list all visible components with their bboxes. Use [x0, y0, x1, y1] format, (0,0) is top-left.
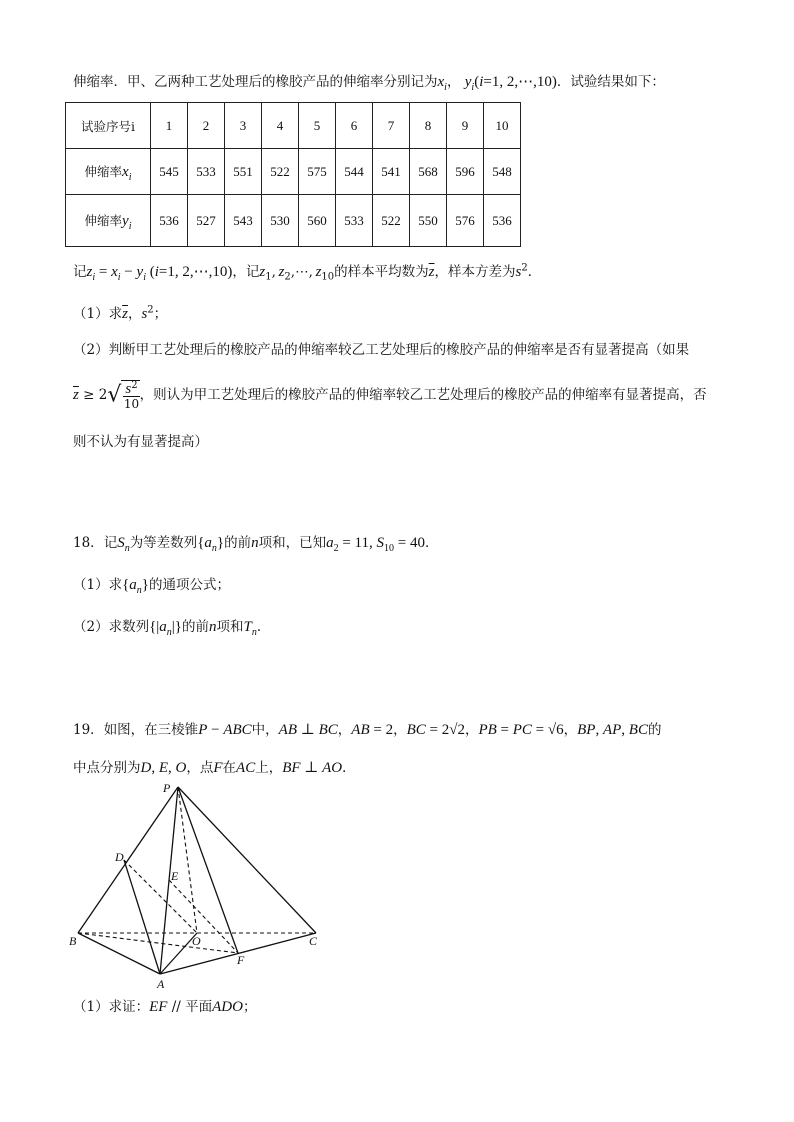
- intro-var-x: $x_i$: [437, 74, 447, 93]
- p19-stem-line2: 中点分别为D, E, O，点F在AC上，BF ⊥ AO．: [73, 760, 356, 776]
- p17-question-1: （1）求$\overline{z}$，$s^2$；: [73, 304, 168, 322]
- p19-q1-a: （1）求证：: [73, 999, 150, 1015]
- segment-ef-hidden: [169, 880, 238, 953]
- intro-range: (i=1, 2,⋯,10): [474, 74, 557, 90]
- table-cell: 543: [225, 195, 262, 247]
- table-row-index: [66, 103, 521, 149]
- segment-da: [124, 860, 160, 974]
- table-cell: 536: [484, 195, 521, 247]
- table-cell: 541: [373, 149, 410, 195]
- table-cell: 551: [225, 149, 262, 195]
- table-cell: 545: [151, 149, 188, 195]
- p19-number: 19．: [73, 722, 104, 738]
- row-x-header: 伸缩率$x_i$: [66, 149, 151, 195]
- p19-line2-c: 在: [222, 760, 237, 776]
- table-cell: 3: [225, 103, 262, 149]
- p18-stem-d: 项和，已知: [258, 535, 327, 551]
- table-cell: 522: [262, 149, 299, 195]
- p17-question-2-line1: （2）判断甲工艺处理后的橡胶产品的伸缩率较乙工艺处理后的橡胶产品的伸缩率是否有显著提高（如果: [73, 342, 690, 358]
- table-cell: 9: [447, 103, 484, 149]
- p19-question-1: （1）求证：EF // 平面ADO；: [73, 999, 257, 1015]
- table-cell: 527: [188, 195, 225, 247]
- p18-stem-b: 为等差数列: [129, 535, 198, 551]
- table-row-y: [66, 195, 521, 247]
- table-cell: 7: [373, 103, 410, 149]
- p19-q1-b: 平面: [185, 999, 213, 1015]
- p17-def-a: 记: [73, 264, 87, 280]
- edge-ba: [78, 933, 160, 974]
- p18-q1-b: 的通项公式；: [149, 577, 230, 593]
- table-cell: 550: [410, 195, 447, 247]
- table-cell: 522: [373, 195, 410, 247]
- p17-def-d: ，样本方差为: [434, 264, 516, 280]
- p18-question-1: （1）求$\{a_n\}$的通项公式；: [73, 577, 230, 596]
- table-cell: 575: [299, 149, 336, 195]
- vertex-label-p: P: [163, 781, 171, 795]
- p19-line2-b: ，点: [186, 760, 214, 776]
- segment-pf: [178, 787, 238, 953]
- table-cell: 533: [188, 149, 225, 195]
- p17-question-2-line2: $\overline{z} \ge 2√$ $\frac{s^2}{10}$ ，则认为甲工艺处理后的橡胶产品的伸缩率较乙工艺处理后的橡胶产品的伸缩率有显著提高，否: [73, 379, 707, 411]
- table-cell: 536: [151, 195, 188, 247]
- intro-text-b: ．试验结果如下：: [556, 74, 665, 90]
- p18-q2-a: （2）求数列: [73, 619, 150, 635]
- p17-q2-line2-text: ，则认为甲工艺处理后的橡胶产品的伸缩率较乙工艺处理后的橡胶产品的伸缩率有显著提高，否: [139, 387, 707, 403]
- p19-line2-a: 中点分别为: [73, 760, 141, 776]
- p19-stem: 19．如图，在三棱锥P − ABC中，AB ⊥ BC，AB = 2，BC = 2√2，PB = PC = √6，BP, AP, BC的: [73, 722, 662, 738]
- vertex-label-c: C: [309, 934, 318, 948]
- intro-line: 伸缩率．甲、乙两种工艺处理后的橡胶产品的伸缩率分别记为$x_i$， $y_i(i=1$, 2,⋯,10)．试验结果如下：: [73, 74, 665, 93]
- p18-q1-a: （1）求: [73, 577, 123, 593]
- p19-stem-a: 如图，在三棱锥: [103, 722, 199, 738]
- vertex-label-a: A: [157, 977, 165, 990]
- table-cell: 596: [447, 149, 484, 195]
- p18-q2-b: 的前: [182, 619, 209, 635]
- intro-var-y: $y_i$: [464, 74, 475, 93]
- pyramid-figure: [68, 780, 338, 990]
- table-cell: 8: [410, 103, 447, 149]
- vertex-label-b: B: [69, 934, 77, 948]
- table-cell: 576: [447, 195, 484, 247]
- table-cell: 544: [336, 149, 373, 195]
- point-label-e: E: [171, 869, 179, 883]
- p19-line2-d: 上，: [255, 760, 283, 776]
- vertex-label-d: D: [115, 850, 124, 864]
- p17-def-c: 的样本平均数为: [334, 264, 429, 280]
- p18-stem-c: 的前: [224, 535, 252, 551]
- table-cell: 560: [299, 195, 336, 247]
- row-y-label: 伸缩率: [84, 213, 123, 228]
- table-cell: 6: [336, 103, 373, 149]
- table-cell: 2: [188, 103, 225, 149]
- table-header-label: 试验序号i: [66, 103, 151, 149]
- point-label-o: O: [192, 934, 201, 948]
- table-cell: 4: [262, 103, 299, 149]
- segment-po-hidden: [178, 787, 197, 933]
- table-cell: 568: [410, 149, 447, 195]
- table-cell: 5: [299, 103, 336, 149]
- p17-q1-text: （1）求: [73, 306, 123, 322]
- edge-pb: [78, 787, 178, 933]
- p17-question-2-line3: 则不认为有显著提高）: [73, 434, 208, 450]
- p18-stem-a: 记: [103, 535, 118, 551]
- segment-bf-hidden: [78, 933, 238, 953]
- table-cell: 1: [151, 103, 188, 149]
- row-y-header: 伸缩率$y_i$: [66, 195, 151, 247]
- point-label-f: F: [237, 953, 245, 967]
- row-x-label: 伸缩率: [84, 164, 123, 179]
- p17-definition: 记$z_i = x_i - y_i$ (i=1, 2,⋯,10)，记$z_1$, $z_2,\cdots$, $z_{10}$的样本平均数为$\overline{z}$，样本方差为$s^2$．: [73, 262, 542, 283]
- table-cell: 10: [484, 103, 521, 149]
- intro-text-a: 伸缩率．甲、乙两种工艺处理后的橡胶产品的伸缩率分别记为: [73, 74, 438, 90]
- p18-stem: 18．记$S_n$为等差数列$\{a_n\}$的前n项和，已知$a_2 = 11$, $S_{10} = 40$．: [73, 535, 439, 554]
- table-cell: 548: [484, 149, 521, 195]
- p17-def-b: ，记: [232, 264, 260, 280]
- p19-stem-b: 中，: [251, 722, 279, 738]
- results-table: [65, 102, 521, 247]
- p18-number: 18．: [73, 535, 104, 551]
- table-cell: 533: [336, 195, 373, 247]
- p18-question-2: （2）求数列$\{|a_n|\}$的前n项和$T_n$．: [73, 619, 271, 638]
- table-row-x: [66, 149, 521, 195]
- table-cell: 530: [262, 195, 299, 247]
- p18-q2-c: 项和: [216, 619, 244, 635]
